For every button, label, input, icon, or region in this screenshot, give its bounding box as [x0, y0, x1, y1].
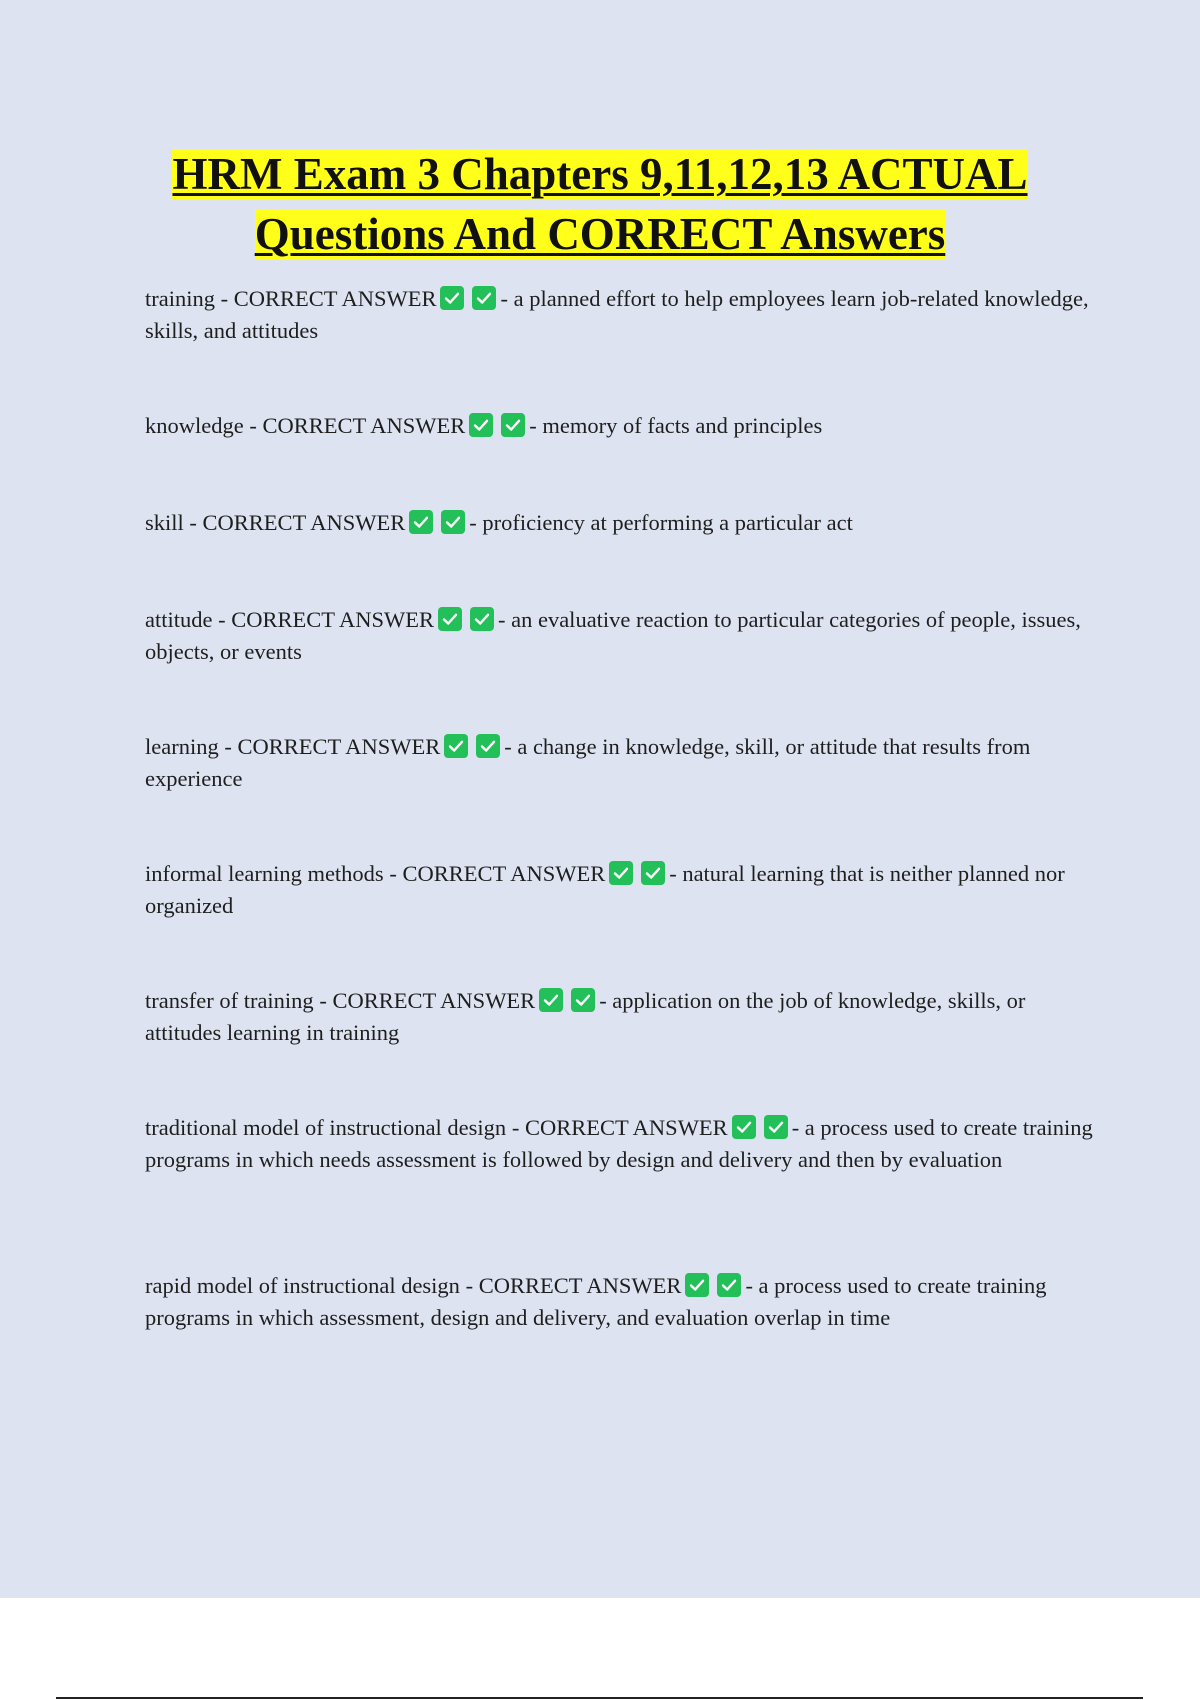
entry-marker: CORRECT ANSWER	[231, 607, 434, 632]
entry-traditional-model: traditional model of instructional design - CORRECT ANSWER - a process used to create training programs in which needs assessment is followed by design and delivery and then by evaluation	[145, 1115, 1093, 1172]
entry-term: rapid model of instructional design	[145, 1273, 460, 1298]
entry-marker: CORRECT ANSWER	[402, 861, 606, 886]
entry-definition: - proficiency at performing a particular act	[469, 510, 853, 535]
entry-knowledge: knowledge - CORRECT ANSWER - memory of facts and principles	[145, 413, 823, 438]
check-box-icon	[440, 286, 464, 310]
entry-definition: - a planned effort to help employees learn job-related knowledge, skills, and attitudes	[145, 286, 1089, 343]
entry-definition: - application on the job of knowledge, skills, or attitudes learning in training	[145, 988, 1026, 1045]
check-box-icon	[441, 510, 465, 534]
check-box-icon	[641, 861, 665, 885]
entry-marker: CORRECT ANSWER	[332, 988, 536, 1013]
entry-rapid-model: rapid model of instructional design - CORRECT ANSWER - a process used to create training programs in which assessment, design and delivery, and evaluation overlap in time	[145, 1273, 1047, 1330]
check-box-icon	[539, 988, 563, 1012]
entry-skill: skill - CORRECT ANSWER - proficiency at performing a particular act	[145, 510, 853, 535]
title-line-2: Questions And CORRECT Answers	[254, 209, 946, 259]
check-box-icon	[444, 734, 468, 758]
check-box-icon	[469, 413, 493, 437]
entry-definition: - an evaluative reaction to particular categories of people, issues, objects, or events	[145, 607, 1081, 664]
entry-marker: CORRECT ANSWER	[262, 413, 466, 438]
check-box-icon	[476, 734, 500, 758]
entry-definition: - a process used to create training programs in which needs assessment is followed by design and delivery and then by evaluation	[145, 1115, 1093, 1172]
check-box-icon	[501, 413, 525, 437]
entry-marker: CORRECT ANSWER	[202, 510, 406, 535]
title-line-1: HRM Exam 3 Chapters 9,11,12,13 ACTUAL	[172, 149, 1028, 199]
check-box-icon	[409, 510, 433, 534]
entry-training: training - CORRECT ANSWER - a planned effort to help employees learn job-related knowledge, skills, and attitudes	[145, 286, 1089, 343]
entry-definition: - a process used to create training programs in which assessment, design and delivery, and evaluation overlap in time	[145, 1273, 1047, 1330]
check-box-icon	[470, 607, 494, 631]
entry-term: learning	[145, 734, 219, 759]
entry-term: knowledge	[145, 413, 244, 438]
entry-term: traditional model of instructional design	[145, 1115, 507, 1140]
check-box-icon	[685, 1273, 709, 1297]
entry-term: informal learning methods	[145, 861, 384, 886]
entry-definition: - natural learning that is neither planned nor organized	[145, 861, 1065, 918]
entry-marker: CORRECT ANSWER	[478, 1273, 682, 1298]
footer-rule	[56, 1697, 1143, 1699]
entry-term: attitude	[145, 607, 213, 632]
entry-marker: CORRECT ANSWER	[237, 734, 441, 759]
entry-marker: CORRECT ANSWER	[233, 286, 437, 311]
entry-term: training	[145, 286, 215, 311]
check-box-icon	[609, 861, 633, 885]
entry-marker: CORRECT ANSWER	[524, 1115, 728, 1140]
check-box-icon	[717, 1273, 741, 1297]
document-title	[100, 144, 1100, 264]
check-box-icon	[571, 988, 595, 1012]
entry-term: transfer of training	[145, 988, 314, 1013]
entry-transfer-of-training: transfer of training - CORRECT ANSWER - application on the job of knowledge, skills, or attitudes learning in training	[145, 988, 1026, 1045]
check-box-icon	[764, 1115, 788, 1139]
check-box-icon	[438, 607, 462, 631]
entry-definition: - a change in knowledge, skill, or attitude that results from experience	[145, 734, 1031, 791]
entry-term: skill	[145, 510, 184, 535]
check-box-icon	[472, 286, 496, 310]
entry-informal-learning-methods: informal learning methods - CORRECT ANSWER - natural learning that is neither planned nor organized	[145, 861, 1065, 918]
entry-attitude: attitude - CORRECT ANSWER - an evaluative reaction to particular categories of people, issues, objects, or events	[145, 607, 1081, 664]
entry-learning: learning - CORRECT ANSWER - a change in knowledge, skill, or attitude that results from experience	[145, 734, 1031, 791]
check-box-icon	[732, 1115, 756, 1139]
entry-definition: - memory of facts and principles	[529, 413, 823, 438]
